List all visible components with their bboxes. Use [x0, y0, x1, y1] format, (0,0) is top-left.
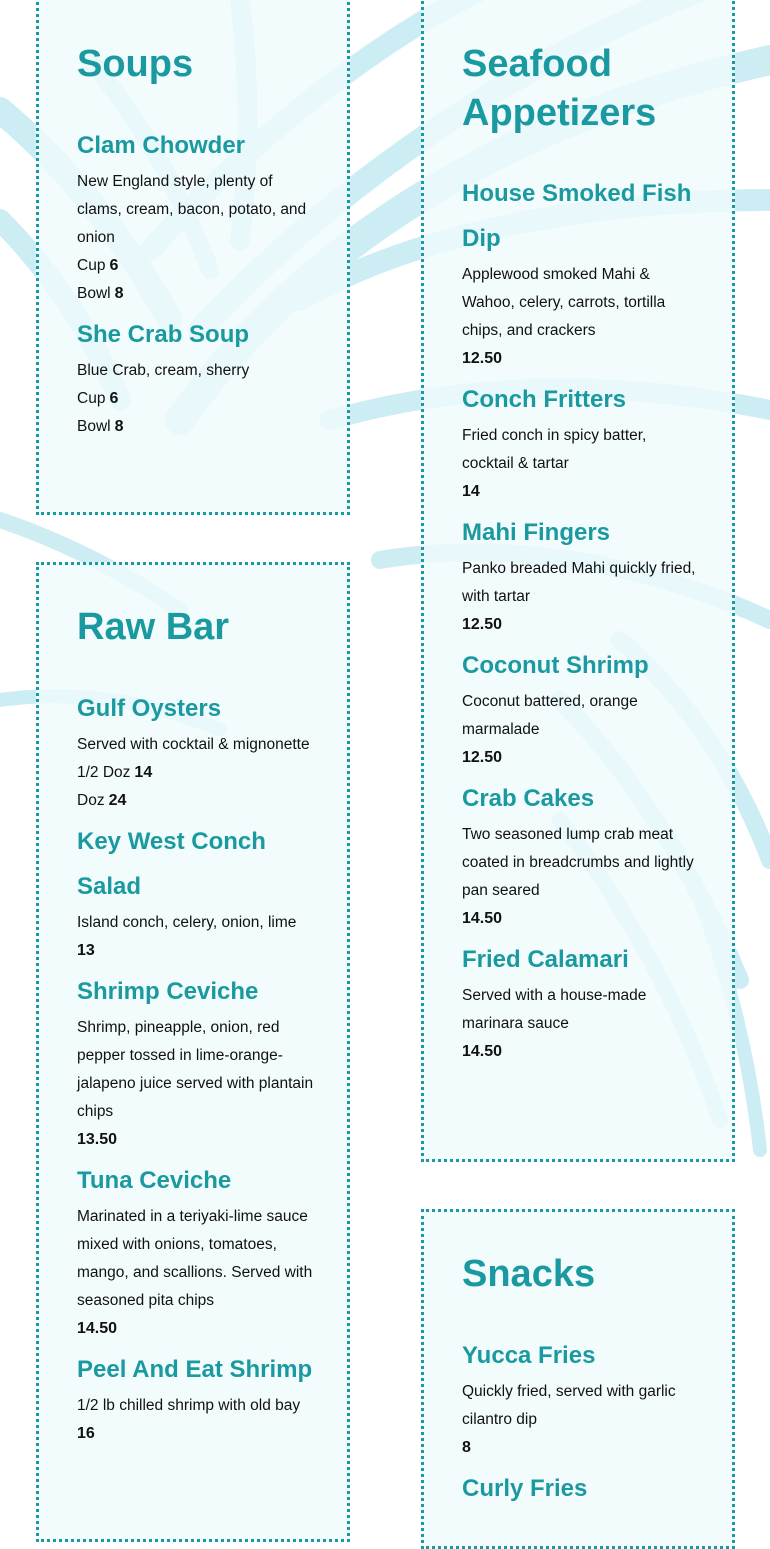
price: 6 — [109, 257, 119, 274]
item-name: Gulf Oysters — [77, 695, 222, 722]
price: 8 — [114, 285, 124, 302]
menu-item — [77, 819, 317, 965]
item-name: Shrimp Ceviche — [77, 978, 259, 1005]
item-description: Applewood smoked Mahi & Wahoo, celery, carrots, tortilla chips, and crackers — [462, 266, 666, 339]
item-description: Served with a house-made marinara sauce — [462, 987, 647, 1032]
section-title-raw-bar: Raw Bar — [77, 606, 230, 648]
item-name: Key West Conch Salad — [77, 828, 266, 900]
menu-item — [462, 510, 702, 639]
item-name: Yucca Fries — [462, 1342, 596, 1369]
item-description: 1/2 lb chilled shrimp with old bay — [77, 1397, 301, 1414]
item-name: Fried Calamari — [462, 946, 629, 973]
item-description: Island conch, celery, onion, lime — [77, 914, 297, 931]
item-name: Tuna Ceviche — [77, 1167, 232, 1194]
menu-item — [77, 123, 317, 308]
price-label: Bowl — [77, 285, 111, 302]
price-label: Doz — [77, 792, 105, 809]
section-title-soups: Soups — [77, 43, 194, 85]
item-name: Crab Cakes — [462, 785, 595, 812]
item-description: Blue Crab, cream, sherry — [77, 362, 250, 379]
menu-item — [462, 643, 702, 772]
price-label: Bowl — [77, 418, 111, 435]
item-name: She Crab Soup — [77, 321, 250, 348]
price-line — [77, 759, 317, 787]
raw-bar-panel — [36, 562, 350, 1542]
price-line — [77, 413, 317, 441]
seafood-appetizers-panel — [421, 0, 735, 1162]
menu-item — [462, 1466, 702, 1511]
price: 13.50 — [77, 1131, 118, 1148]
menu-item — [462, 776, 702, 933]
item-name: Peel And Eat Shrimp — [77, 1356, 313, 1383]
snacks-panel — [421, 1209, 735, 1549]
item-description: Shrimp, pineapple, onion, red pepper tossed in lime-orange-jalapeno juice served with plantain chips — [77, 1019, 314, 1120]
price-line — [77, 787, 317, 815]
section-title-seafood-appetizers: Seafood Appetizers — [462, 43, 657, 134]
item-name: House Smoked Fish Dip — [462, 180, 692, 252]
price: 16 — [77, 1425, 95, 1442]
item-name: Curly Fries — [462, 1475, 588, 1502]
item-description: Served with cocktail & mignonette — [77, 736, 310, 753]
price-line — [77, 280, 317, 308]
menu-item — [462, 1333, 702, 1462]
item-description: Fried conch in spicy batter, cocktail & tartar — [462, 427, 647, 472]
price: 14.50 — [462, 910, 503, 927]
price: 12.50 — [462, 749, 503, 766]
item-name: Coconut Shrimp — [462, 652, 649, 679]
item-description: Marinated in a teriyaki-lime sauce mixed with onions, tomatoes, mango, and scallions. Served with seasoned pita chips — [77, 1208, 313, 1309]
price-label: Cup — [77, 257, 106, 274]
item-description: Quickly fried, served with garlic cilantro dip — [462, 1383, 676, 1428]
price: 14.50 — [462, 1043, 503, 1060]
price: 12.50 — [462, 350, 503, 367]
price: 12.50 — [462, 616, 503, 633]
item-name: Clam Chowder — [77, 132, 246, 159]
price: 13 — [77, 942, 95, 959]
menu-item — [77, 312, 317, 441]
price-label: 1/2 Doz — [77, 764, 131, 781]
price: 8 — [114, 418, 124, 435]
item-description: New England style, plenty of clams, cream, bacon, potato, and onion — [77, 173, 307, 246]
price-line — [77, 385, 317, 413]
menu-item — [77, 969, 317, 1154]
price: 14.50 — [77, 1320, 118, 1337]
price: 14 — [134, 764, 153, 781]
price-label: Cup — [77, 390, 106, 407]
price: 8 — [462, 1439, 471, 1456]
price: 14 — [462, 483, 480, 500]
price-line — [77, 252, 317, 280]
menu-item — [462, 377, 702, 506]
menu-item — [77, 1158, 317, 1343]
item-description: Two seasoned lump crab meat coated in breadcrumbs and lightly pan seared — [462, 826, 694, 899]
price: 6 — [109, 390, 119, 407]
item-name: Conch Fritters — [462, 386, 627, 413]
item-description: Panko breaded Mahi quickly fried, with tartar — [462, 560, 696, 605]
menu-item — [462, 171, 702, 373]
item-description: Coconut battered, orange marmalade — [462, 693, 638, 738]
item-name: Mahi Fingers — [462, 519, 611, 546]
price: 24 — [108, 792, 127, 809]
soups-panel — [36, 0, 350, 515]
menu-item — [462, 937, 702, 1066]
menu-item — [77, 1347, 317, 1448]
section-title-snacks: Snacks — [462, 1253, 596, 1295]
menu-item — [77, 686, 317, 815]
